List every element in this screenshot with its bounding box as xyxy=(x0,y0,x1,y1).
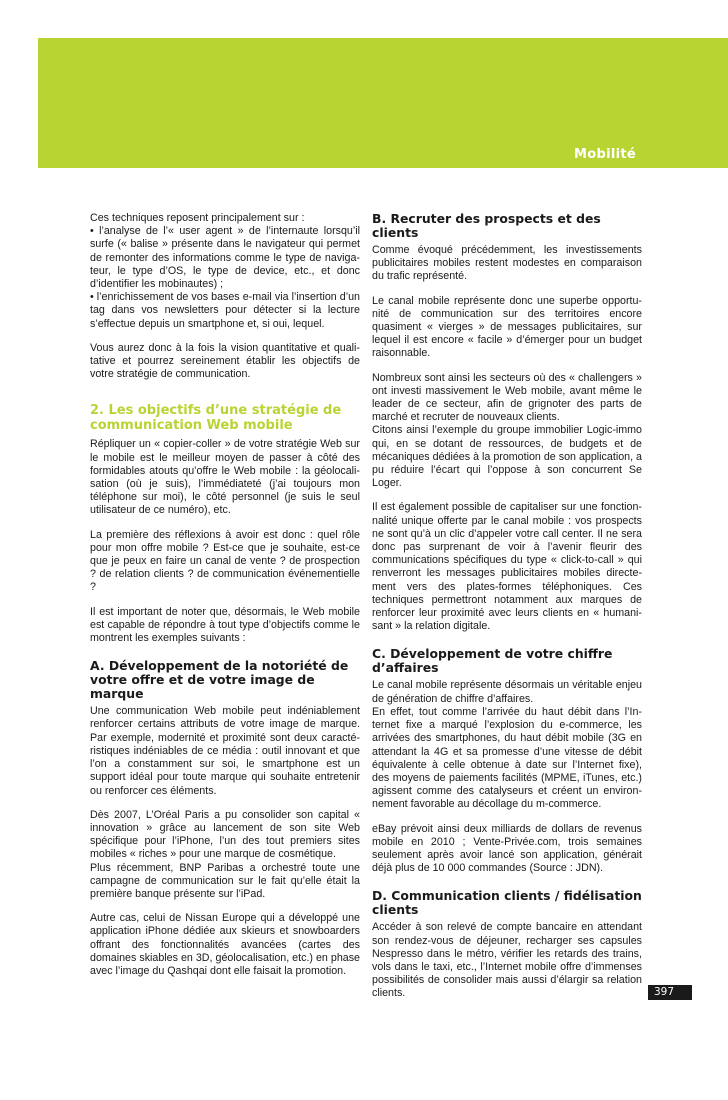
paragraph: Le canal mobile représente donc une superbe opportu- nité de communication sur des territoires encore quasiment « vierges » de messages publicitaires, sur lequel il est encore « facile » d’émerger pour un budget raisonnable. xyxy=(372,294,642,360)
paragraph: En effet, tout comme l’arrivée du haut débit dans l’In- ternet fixe a marqué l’explosion du e-commerce, les arrivées des smartphones, du haut débit mobile (3G en attendant la 4G et sa promesse d’une vitesse de débit équivalente à celle obtenue à date sur l’Internet fixe), des moyens de paiements facilités (MPME, iTunes, etc.) agissent comme des catalyseurs et créent un environ- nement favorable au décollage du m-commerce. xyxy=(372,705,642,811)
bullet-email-tag: • l’enrichissement de vos bases e-mail via l’insertion d’un tag dans vos newsletters pour détecter si la lecture s’effectue depuis un smartphone et, si oui, lequel. xyxy=(90,291,360,330)
page-number-box xyxy=(648,985,692,1000)
subheading-d: D. Communication clients / fidélisation clients xyxy=(372,888,642,918)
paragraph: Une communication Web mobile peut indéniablement renforcer certains attributs de votre image de marque. Par exemple, modernité et proximité sont deux caracté- ristiques indéniables de ce média : outil innovant et que l’on a constamment sur soi, le smartphone est un support idéal pour toute marque qui souhaite entretenir ou renforcer ces éléments. xyxy=(90,705,360,797)
section-heading-2: 2. Les objectifs d’une stratégie de communication Web mobile xyxy=(90,403,342,434)
page-number: 397 xyxy=(654,986,675,998)
paragraph: Plus récemment, BNP Paribas a orchestré toute une campagne de communication sur le fait qu’elle était la première banque présente sur l’iPad. xyxy=(90,861,360,900)
paragraph: eBay prévoit ainsi deux milliards de dollars de revenus mobile en 2010 ; Vente-Privée.com, trois semaines seulement après avoir lancé son application, générait déjà plus de 10 000 commandes (Source : JDN). xyxy=(372,822,642,875)
paragraph: Comme évoqué précédemment, les investissements publicitaires mobiles restent modestes en comparaison du trafic représenté. xyxy=(372,244,642,283)
paragraph: Répliquer un « copier-coller » de votre stratégie Web sur le mobile est le meilleur moyen de passer à côté des formidables atouts qu’offre le Web mobile : la géolocali- sation (où je suis), l’immédiateté (j’ai toujours mon téléphone sur moi), le côté personnel (je suis le seul utilisateur de ce numéro), etc. xyxy=(90,438,360,517)
subheading-c: C. Développement de votre chiffre d’affaires xyxy=(372,646,613,676)
paragraph: Il est important de noter que, désormais, le Web mobile est capable de répondre à tout type d’objectifs comme le montrent les exemples suivants : xyxy=(90,605,360,645)
paragraph: Autre cas, celui de Nissan Europe qui a développé une application iPhone dédiée aux skieurs et snowboarders offrant des fonctionnalités avancées (cartes des domaines skiables en 3D, géolocalisation, etc.) en phase avec l’image du Qashqai dont elle faisait la promotion. xyxy=(90,912,360,977)
paragraph: La première des réflexions à avoir est donc : quel rôle pour mon offre mobile ? Est-ce que je souhaite, est-ce que je peux en faire un canal de vente ? de prospection ? de relation clients ? de communication événementielle ? xyxy=(90,528,360,594)
paragraph: Ces techniques reposent principalement sur : xyxy=(90,212,305,224)
bullet-user-agent: • l’analyse de l’« user agent » de l’internaute lorsqu’il surfe (« balise » présente dans le navigateur qui permet de remonter des informations comme le type de naviga- teur, le type d’OS, le type de device, etc., et donc d’identifier les mobinautes) ; xyxy=(90,225,360,291)
paragraph: Il est également possible de capitaliser sur une fonction- nalité unique offerte par le canal mobile : vos prospects ne sont qu’à un clic d’appeler votre call center. Il ne sera donc pas surprenant de voir à l’avenir fleurir des communications spécifiques du type « click-to-call » qui renverront les messages publicitaires mobiles directe- ment vers des plates-formes téléphoniques. Ces techniques permettront notamment aux marques de renforcer leur proximité avec leurs clients en « humani- sant » la relation digitale. xyxy=(372,501,642,633)
paragraph: Accéder à son relevé de compte bancaire en attendant son rendez-vous de déjeuner, recharger ses capsules Nespresso dans le métro, vérifier les retards des trains, vols dans le taxi, etc., l’Internet mobile offre d’immenses possibilités de consolider mais aussi d’élargir sa relation clients. xyxy=(372,921,642,1000)
paragraph: Dès 2007, L’Oréal Paris a pu consolider son capital « innovation » grâce au lancement de son site Web spécifique pour l’iPhone, l’un des tout premiers sites mobiles « riches » pour une marque de cosmétique. xyxy=(90,808,360,861)
paragraph: Vous aurez donc à la fois la vision quantitative et quali- tative et pourrez sereinement établir les objectifs de votre stratégie de communication. xyxy=(90,341,360,381)
subheading-b: B. Recruter des prospects et des clients xyxy=(372,211,601,240)
right-column xyxy=(372,212,642,1012)
paragraph: Citons ainsi l’exemple du groupe immobilier Logic-immo qui, en se dotant de ressources, de budgets et de mécaniques dédiées à la promotion de son application, a pu réduire l’écart qui l’oppose à son concurrent Se Loger. xyxy=(372,424,642,490)
paragraph: Nombreux sont ainsi les secteurs où des « challengers » ont investi massivement le Web mobile, avant même le leader de ce secteur, afin de grignoter des parts de marché et recruter de nouveaux clients. xyxy=(372,371,642,424)
subheading-a: A. Développement de la notoriété de votre offre et de votre image de marque xyxy=(90,658,349,702)
left-column xyxy=(90,212,360,989)
section-title: Mobilité xyxy=(574,147,636,162)
paragraph: Le canal mobile représente désormais un véritable enjeu de génération de chiffre d’affaires. xyxy=(372,679,642,705)
